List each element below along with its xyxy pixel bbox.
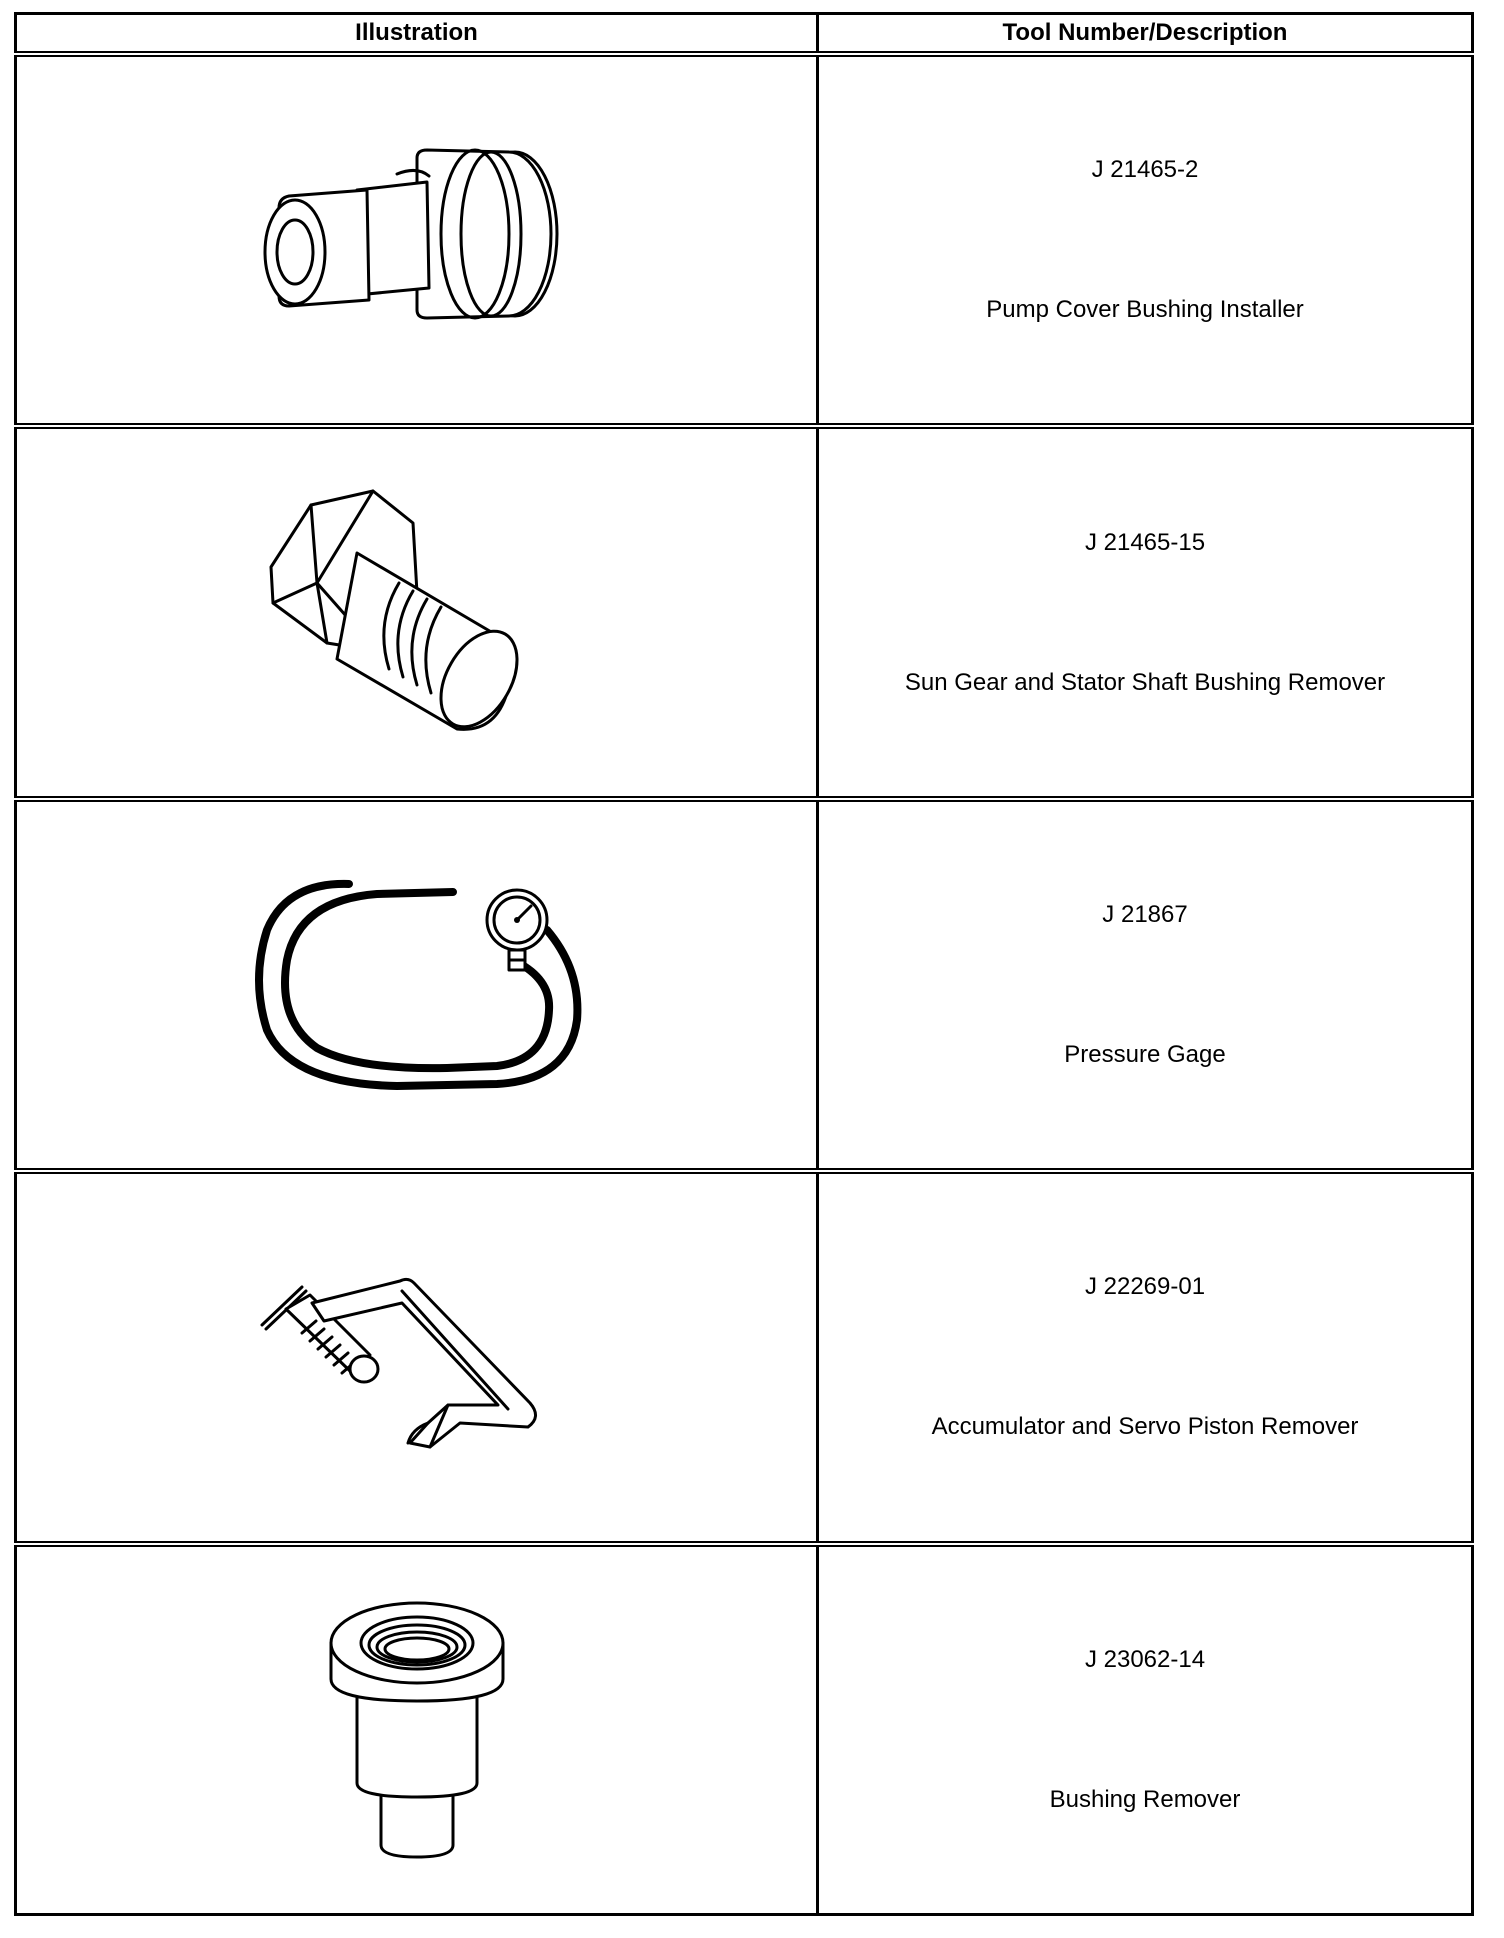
special-tools-table <box>14 12 1474 1916</box>
illustration-cell <box>16 54 818 426</box>
header-illustration: Illustration <box>16 14 818 55</box>
illustration-cell <box>16 799 818 1171</box>
tool-number: J 23062-14 <box>1084 1645 1206 1673</box>
pressure-gage-icon <box>247 870 587 1100</box>
tool-description: Pressure Gage <box>1064 1040 1226 1068</box>
bushing-remover-bolt-icon <box>257 483 577 743</box>
illustration-cell <box>16 426 818 798</box>
illustration-cell <box>16 1171 818 1543</box>
tool-cell <box>818 799 1473 1171</box>
table-row <box>16 54 1473 426</box>
tool-description: Bushing Remover <box>1049 1785 1241 1813</box>
tool-cell <box>818 1171 1473 1543</box>
tool-number: J 21867 <box>1102 900 1188 928</box>
c-clamp-remover-icon <box>252 1247 582 1467</box>
tool-description: Accumulator and Servo Piston Remover <box>931 1413 1359 1441</box>
bushing-installer-icon <box>247 130 587 350</box>
table-row <box>16 1544 1473 1915</box>
table-row <box>16 1171 1473 1543</box>
header-tool-number-description: Tool Number/Description <box>818 14 1473 55</box>
illustration-cell <box>16 1544 818 1915</box>
header-row <box>16 14 1473 55</box>
tool-cell <box>818 54 1473 426</box>
table-row <box>16 426 1473 798</box>
tool-number: J 21465-15 <box>1084 528 1206 556</box>
tool-cell <box>818 426 1473 798</box>
tool-cell <box>818 1544 1473 1915</box>
bushing-remover-cup-icon <box>317 1595 517 1865</box>
tool-number: J 21465-2 <box>1091 156 1199 184</box>
table-row <box>16 799 1473 1171</box>
tool-description: Pump Cover Bushing Installer <box>986 296 1304 324</box>
tool-number: J 22269-01 <box>1084 1273 1206 1301</box>
tool-description: Sun Gear and Stator Shaft Bushing Remover <box>904 668 1386 696</box>
